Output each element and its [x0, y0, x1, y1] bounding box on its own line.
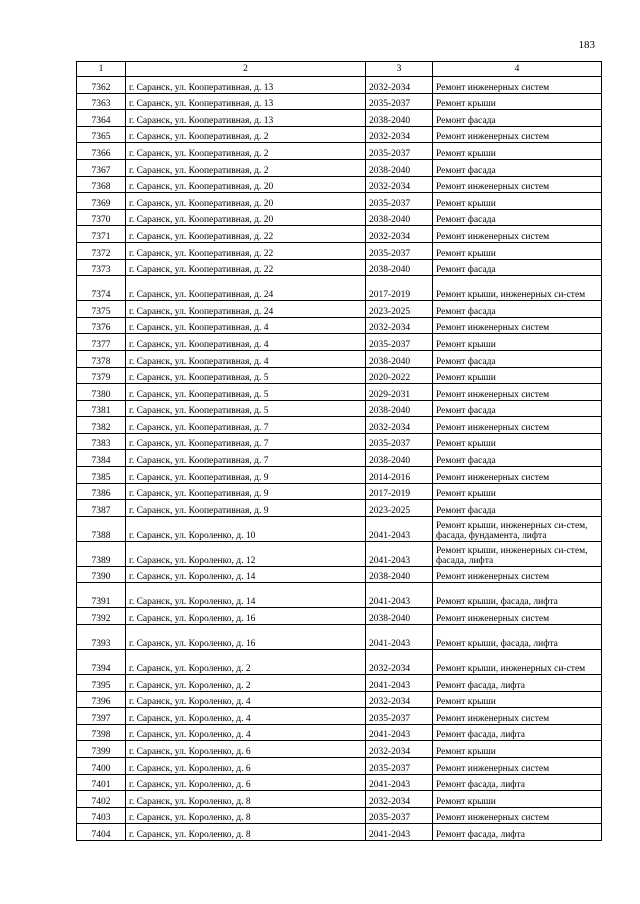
period-cell: 2032-2034 [366, 650, 433, 675]
row-number: 7397 [77, 708, 126, 725]
period-cell: 2032-2034 [366, 691, 433, 708]
period-cell: 2032-2034 [366, 226, 433, 243]
work-type-cell: Ремонт крыши [433, 143, 602, 160]
period-cell: 2032-2034 [366, 126, 433, 143]
work-type-cell: Ремонт крыши [433, 483, 602, 500]
table-row [77, 110, 602, 127]
address-cell: г. Саранск, ул. Короленко, д. 8 [126, 824, 366, 841]
table-row [77, 583, 602, 608]
table-row [77, 516, 602, 541]
row-number: 7362 [77, 77, 126, 94]
period-cell: 2038-2040 [366, 110, 433, 127]
work-type-cell: Ремонт фасада [433, 159, 602, 176]
period-cell: 2035-2037 [366, 334, 433, 351]
table-row [77, 708, 602, 725]
work-type-cell: Ремонт фасада [433, 500, 602, 517]
row-number: 7375 [77, 301, 126, 318]
work-type-cell: Ремонт инженерных систем [433, 417, 602, 434]
address-cell: г. Саранск, ул. Короленко, д. 16 [126, 608, 366, 625]
address-cell: г. Саранск, ул. Короленко, д. 12 [126, 541, 366, 566]
period-cell: 2014-2016 [366, 467, 433, 484]
address-cell: г. Саранск, ул. Кооперативная, д. 24 [126, 301, 366, 318]
period-cell: 2035-2037 [366, 193, 433, 210]
period-cell: 2041-2043 [366, 675, 433, 692]
page-number: 183 [578, 39, 595, 51]
row-number: 7384 [77, 450, 126, 467]
table-row [77, 608, 602, 625]
column-header-address: 2 [126, 62, 366, 77]
row-number: 7400 [77, 758, 126, 775]
address-cell: г. Саранск, ул. Кооперативная, д. 22 [126, 226, 366, 243]
work-type-cell: Ремонт фасада, лифта [433, 675, 602, 692]
column-header-number: 1 [77, 62, 126, 77]
work-type-cell: Ремонт фасада [433, 110, 602, 127]
address-cell: г. Саранск, ул. Кооперативная, д. 22 [126, 259, 366, 276]
period-cell: 2035-2037 [366, 708, 433, 725]
column-header-work-type: 4 [433, 62, 602, 77]
address-cell: г. Саранск, ул. Короленко, д. 4 [126, 724, 366, 741]
row-number: 7378 [77, 350, 126, 367]
address-cell: г. Саранск, ул. Кооперативная, д. 13 [126, 110, 366, 127]
period-cell: 2041-2043 [366, 516, 433, 541]
period-cell: 2023-2025 [366, 301, 433, 318]
table-row [77, 334, 602, 351]
row-number: 7396 [77, 691, 126, 708]
address-cell: г. Саранск, ул. Короленко, д. 4 [126, 708, 366, 725]
table-row [77, 93, 602, 110]
period-cell: 2038-2040 [366, 350, 433, 367]
row-number: 7372 [77, 242, 126, 259]
row-number: 7377 [77, 334, 126, 351]
table-header-row [77, 62, 602, 77]
address-cell: г. Саранск, ул. Короленко, д. 4 [126, 691, 366, 708]
work-type-cell: Ремонт фасада [433, 209, 602, 226]
work-type-cell: Ремонт фасада, лифта [433, 824, 602, 841]
address-cell: г. Саранск, ул. Кооперативная, д. 2 [126, 126, 366, 143]
table-row [77, 566, 602, 583]
row-number: 7374 [77, 276, 126, 301]
table-row [77, 724, 602, 741]
table-row [77, 791, 602, 808]
period-cell: 2032-2034 [366, 417, 433, 434]
row-number: 7398 [77, 724, 126, 741]
row-number: 7394 [77, 650, 126, 675]
row-number: 7376 [77, 317, 126, 334]
period-cell: 2041-2043 [366, 625, 433, 650]
period-cell: 2038-2040 [366, 608, 433, 625]
address-cell: г. Саранск, ул. Кооперативная, д. 4 [126, 334, 366, 351]
row-number: 7386 [77, 483, 126, 500]
period-cell: 2038-2040 [366, 450, 433, 467]
address-cell: г. Саранск, ул. Кооперативная, д. 7 [126, 417, 366, 434]
work-type-cell: Ремонт инженерных систем [433, 226, 602, 243]
address-cell: г. Саранск, ул. Кооперативная, д. 7 [126, 450, 366, 467]
work-type-cell: Ремонт крыши, фасада, лифта [433, 625, 602, 650]
work-type-cell: Ремонт крыши [433, 242, 602, 259]
period-cell: 2035-2037 [366, 242, 433, 259]
work-type-cell: Ремонт крыши, инженерных си-стем [433, 276, 602, 301]
row-number: 7380 [77, 384, 126, 401]
row-number: 7364 [77, 110, 126, 127]
period-cell: 2023-2025 [366, 500, 433, 517]
table-row [77, 691, 602, 708]
period-cell: 2038-2040 [366, 566, 433, 583]
period-cell: 2032-2034 [366, 77, 433, 94]
column-header-period: 3 [366, 62, 433, 77]
address-cell: г. Саранск, ул. Кооперативная, д. 24 [126, 276, 366, 301]
address-cell: г. Саранск, ул. Кооперативная, д. 9 [126, 500, 366, 517]
row-number: 7399 [77, 741, 126, 758]
table-row [77, 467, 602, 484]
work-type-cell: Ремонт инженерных систем [433, 467, 602, 484]
address-cell: г. Саранск, ул. Кооперативная, д. 13 [126, 77, 366, 94]
row-number: 7391 [77, 583, 126, 608]
address-cell: г. Саранск, ул. Кооперативная, д. 2 [126, 143, 366, 160]
table-row [77, 242, 602, 259]
work-type-cell: Ремонт фасада, лифта [433, 774, 602, 791]
row-number: 7366 [77, 143, 126, 160]
address-cell: г. Саранск, ул. Короленко, д. 14 [126, 583, 366, 608]
row-number: 7389 [77, 541, 126, 566]
work-type-cell: Ремонт фасада [433, 301, 602, 318]
address-cell: г. Саранск, ул. Кооперативная, д. 22 [126, 242, 366, 259]
row-number: 7401 [77, 774, 126, 791]
address-cell: г. Саранск, ул. Кооперативная, д. 20 [126, 209, 366, 226]
work-type-cell: Ремонт фасада [433, 350, 602, 367]
address-cell: г. Саранск, ул. Кооперативная, д. 4 [126, 350, 366, 367]
work-type-cell: Ремонт фасада [433, 259, 602, 276]
period-cell: 2038-2040 [366, 400, 433, 417]
work-type-cell: Ремонт крыши [433, 334, 602, 351]
address-cell: г. Саранск, ул. Кооперативная, д. 20 [126, 193, 366, 210]
row-number: 7368 [77, 176, 126, 193]
row-number: 7373 [77, 259, 126, 276]
period-cell: 2032-2034 [366, 317, 433, 334]
work-type-cell: Ремонт крыши [433, 193, 602, 210]
row-number: 7385 [77, 467, 126, 484]
table-row [77, 650, 602, 675]
period-cell: 2020-2022 [366, 367, 433, 384]
work-type-cell: Ремонт фасада [433, 450, 602, 467]
row-number: 7392 [77, 608, 126, 625]
table-row [77, 259, 602, 276]
address-cell: г. Саранск, ул. Короленко, д. 6 [126, 758, 366, 775]
row-number: 7404 [77, 824, 126, 841]
period-cell: 2041-2043 [366, 774, 433, 791]
work-type-cell: Ремонт крыши [433, 691, 602, 708]
period-cell: 2041-2043 [366, 724, 433, 741]
row-number: 7379 [77, 367, 126, 384]
period-cell: 2035-2037 [366, 758, 433, 775]
period-cell: 2032-2034 [366, 176, 433, 193]
address-cell: г. Саранск, ул. Короленко, д. 6 [126, 741, 366, 758]
table-row [77, 824, 602, 841]
row-number: 7395 [77, 675, 126, 692]
address-cell: г. Саранск, ул. Кооперативная, д. 9 [126, 467, 366, 484]
address-cell: г. Саранск, ул. Короленко, д. 8 [126, 807, 366, 824]
address-cell: г. Саранск, ул. Короленко, д. 2 [126, 675, 366, 692]
address-cell: г. Саранск, ул. Кооперативная, д. 2 [126, 159, 366, 176]
period-cell: 2035-2037 [366, 93, 433, 110]
work-type-cell: Ремонт инженерных систем [433, 77, 602, 94]
period-cell: 2041-2043 [366, 583, 433, 608]
period-cell: 2035-2037 [366, 807, 433, 824]
table-row [77, 500, 602, 517]
period-cell: 2038-2040 [366, 209, 433, 226]
row-number: 7402 [77, 791, 126, 808]
address-cell: г. Саранск, ул. Кооперативная, д. 7 [126, 433, 366, 450]
row-number: 7370 [77, 209, 126, 226]
address-cell: г. Саранск, ул. Короленко, д. 8 [126, 791, 366, 808]
work-type-cell: Ремонт инженерных систем [433, 758, 602, 775]
table-row [77, 400, 602, 417]
table-row [77, 350, 602, 367]
table-row [77, 276, 602, 301]
address-cell: г. Саранск, ул. Кооперативная, д. 5 [126, 384, 366, 401]
work-type-cell: Ремонт крыши [433, 93, 602, 110]
work-type-cell: Ремонт крыши, инженерных си-стем, фасада, лифта [433, 541, 602, 566]
work-type-cell: Ремонт инженерных систем [433, 384, 602, 401]
table-row [77, 226, 602, 243]
period-cell: 2041-2043 [366, 541, 433, 566]
table-row [77, 367, 602, 384]
table-row [77, 450, 602, 467]
work-type-cell: Ремонт инженерных систем [433, 566, 602, 583]
row-number: 7403 [77, 807, 126, 824]
row-number: 7390 [77, 566, 126, 583]
table-row [77, 143, 602, 160]
repair-schedule-table [76, 61, 602, 841]
address-cell: г. Саранск, ул. Короленко, д. 16 [126, 625, 366, 650]
table-row [77, 807, 602, 824]
row-number: 7388 [77, 516, 126, 541]
row-number: 7367 [77, 159, 126, 176]
work-type-cell: Ремонт крыши, инженерных си-стем, фасада, фундамента, лифта [433, 516, 602, 541]
address-cell: г. Саранск, ул. Кооперативная, д. 5 [126, 367, 366, 384]
work-type-cell: Ремонт инженерных систем [433, 126, 602, 143]
table-row [77, 741, 602, 758]
table-row [77, 625, 602, 650]
address-cell: г. Саранск, ул. Кооперативная, д. 5 [126, 400, 366, 417]
row-number: 7383 [77, 433, 126, 450]
period-cell: 2038-2040 [366, 159, 433, 176]
work-type-cell: Ремонт крыши [433, 741, 602, 758]
row-number: 7393 [77, 625, 126, 650]
address-cell: г. Саранск, ул. Короленко, д. 14 [126, 566, 366, 583]
work-type-cell: Ремонт крыши, инженерных си-стем [433, 650, 602, 675]
table-row [77, 77, 602, 94]
work-type-cell: Ремонт инженерных систем [433, 317, 602, 334]
work-type-cell: Ремонт крыши [433, 433, 602, 450]
work-type-cell: Ремонт инженерных систем [433, 608, 602, 625]
table-row [77, 209, 602, 226]
row-number: 7365 [77, 126, 126, 143]
address-cell: г. Саранск, ул. Короленко, д. 10 [126, 516, 366, 541]
work-type-cell: Ремонт фасада, лифта [433, 724, 602, 741]
period-cell: 2038-2040 [366, 259, 433, 276]
period-cell: 2035-2037 [366, 433, 433, 450]
work-type-cell: Ремонт крыши [433, 791, 602, 808]
address-cell: г. Саранск, ул. Короленко, д. 2 [126, 650, 366, 675]
row-number: 7371 [77, 226, 126, 243]
work-type-cell: Ремонт инженерных систем [433, 807, 602, 824]
address-cell: г. Саранск, ул. Кооперативная, д. 4 [126, 317, 366, 334]
row-number: 7382 [77, 417, 126, 434]
period-cell: 2029-2031 [366, 384, 433, 401]
period-cell: 2032-2034 [366, 791, 433, 808]
row-number: 7369 [77, 193, 126, 210]
address-cell: г. Саранск, ул. Кооперативная, д. 20 [126, 176, 366, 193]
table-row [77, 193, 602, 210]
table-row [77, 774, 602, 791]
work-type-cell: Ремонт крыши [433, 367, 602, 384]
table-row [77, 541, 602, 566]
work-type-cell: Ремонт инженерных систем [433, 708, 602, 725]
period-cell: 2035-2037 [366, 143, 433, 160]
address-cell: г. Саранск, ул. Короленко, д. 6 [126, 774, 366, 791]
table-row [77, 384, 602, 401]
table-body [77, 77, 602, 841]
period-cell: 2017-2019 [366, 483, 433, 500]
table-row [77, 317, 602, 334]
table-row [77, 433, 602, 450]
table-row [77, 758, 602, 775]
period-cell: 2041-2043 [366, 824, 433, 841]
table-row [77, 483, 602, 500]
table-row [77, 176, 602, 193]
work-type-cell: Ремонт крыши, фасада, лифта [433, 583, 602, 608]
table-row [77, 417, 602, 434]
table-row [77, 301, 602, 318]
address-cell: г. Саранск, ул. Кооперативная, д. 13 [126, 93, 366, 110]
row-number: 7387 [77, 500, 126, 517]
row-number: 7363 [77, 93, 126, 110]
work-type-cell: Ремонт фасада [433, 400, 602, 417]
row-number: 7381 [77, 400, 126, 417]
address-cell: г. Саранск, ул. Кооперативная, д. 9 [126, 483, 366, 500]
period-cell: 2032-2034 [366, 741, 433, 758]
period-cell: 2017-2019 [366, 276, 433, 301]
table-row [77, 675, 602, 692]
work-type-cell: Ремонт инженерных систем [433, 176, 602, 193]
table-row [77, 126, 602, 143]
table-row [77, 159, 602, 176]
